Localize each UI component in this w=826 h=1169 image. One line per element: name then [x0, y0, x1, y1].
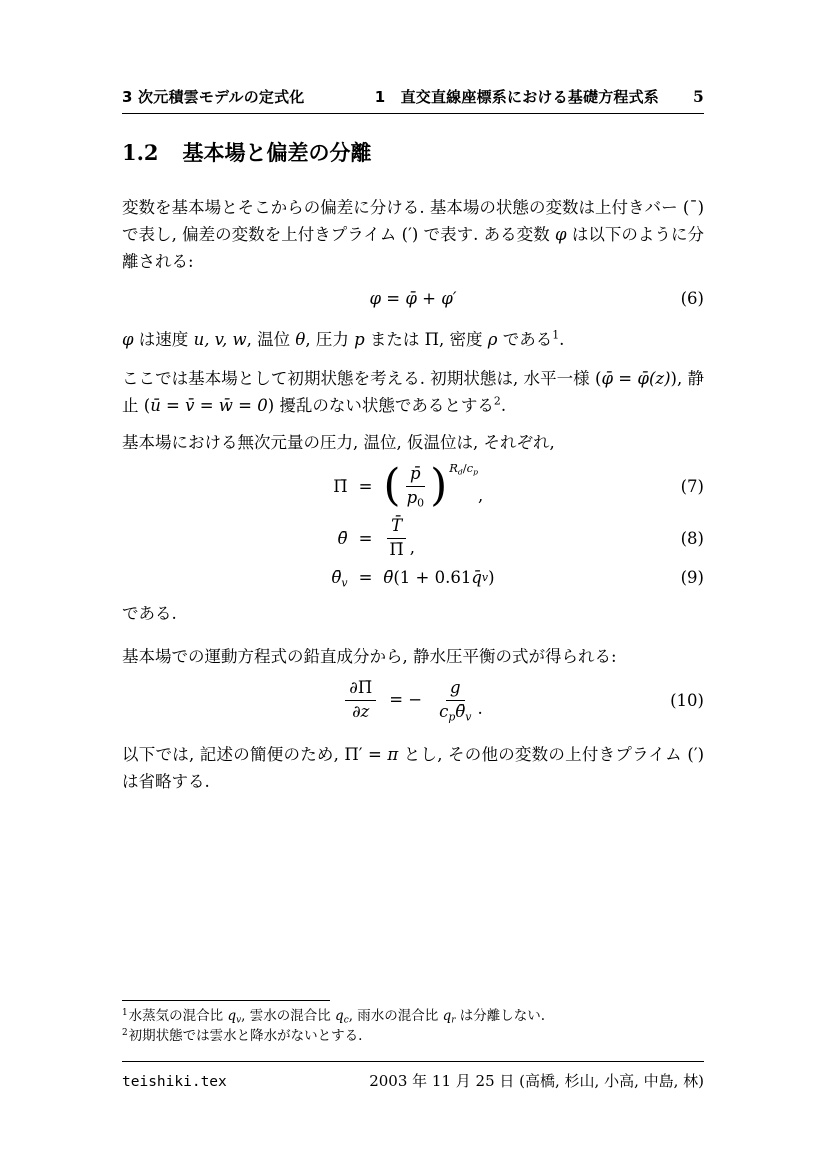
footnote-2	[122, 1026, 704, 1046]
fraction	[435, 678, 475, 723]
equation-8-relation: =	[358, 528, 373, 548]
equation-10-number: (10)	[670, 690, 704, 710]
footnote-2-marker: 2	[122, 1027, 128, 1038]
paragraph-variables: φ は速度 u, v, w, 温位 θ, 圧力 p または Π, 密度 ρ である$^1$.	[122, 328, 565, 349]
right-paren: )	[430, 460, 448, 512]
fraction-denominator: Π̄	[389, 539, 404, 559]
footer-date-authors: 2003 年 11 月 25 日 (高橋, 杉山, 小高, 中島, 林)	[369, 1072, 704, 1090]
footnotes	[122, 1000, 704, 1046]
trailing-comma: ,	[409, 537, 416, 557]
paragraph-hydrostatic: 基本場での運動方程式の鉛直成分から, 静水圧平衡の式が得られる:	[122, 646, 617, 666]
equation-group-7-9	[122, 460, 704, 590]
equation-9-lhs: $\thetā_v$	[331, 567, 348, 590]
fraction-numerator: ∂Π̄	[345, 678, 376, 701]
paragraph-nondimensional: 基本場における無次元量の圧力, 温位, 仮温位は, それぞれ,	[122, 433, 555, 452]
fraction	[385, 516, 407, 561]
equation-10	[122, 678, 704, 723]
document-body	[122, 140, 704, 795]
footnote-1-marker: 1	[122, 1007, 128, 1018]
header-rule	[122, 113, 704, 114]
fraction-denominator: $c_p\thetā_v$	[439, 701, 472, 723]
equation-8-rhs	[383, 516, 415, 561]
fraction	[403, 464, 428, 509]
footnote-1	[122, 1006, 704, 1026]
page-header	[122, 86, 704, 114]
fraction-numerator: T̄	[387, 516, 406, 539]
footnote-2-text: 初期状態では雲水と降水がないとする.	[128, 1028, 363, 1044]
equation-9-rhs: θ̄ (1 + 0.61 q̄ v )	[383, 567, 495, 587]
paragraph-intro: 変数を基本場とそこからの偏差に分ける. 基本場の状態の変数は上付きバー (¯) で表し, 偏差の変数を上付きプライム (′) で表す. ある変数 φ は以下のように分離される:	[122, 198, 704, 271]
paragraph-initial-state: ここでは基本場として初期状態を考える. 初期状態は, 水平一様 (φ̄ = φ̄(z)), 静止 (ū = v̄ = w̄ = 0) 擾乱のない状態であるとする$^2$.	[122, 369, 704, 415]
fraction-numerator: g	[446, 678, 465, 701]
footnote-rule	[122, 1000, 330, 1001]
header-row	[122, 86, 704, 107]
trailing-period: .	[477, 699, 483, 719]
equation-6-number: (6)	[680, 289, 704, 308]
paragraph-notation: 以下では, 記述の簡便のため, Π′ = π とし, その他の変数の上付きプライム (′) は省略する.	[122, 744, 705, 791]
header-page-number: 5	[693, 87, 704, 106]
footer-row	[122, 1070, 704, 1091]
section-number: 1.2	[122, 140, 159, 165]
fraction-denominator: ∂z	[352, 701, 370, 721]
trailing-comma: ,	[477, 485, 484, 505]
left-paren: (	[383, 460, 401, 512]
equation-7-rhs	[383, 460, 484, 512]
footnote-1-text: 水蒸気の混合比 $q_v$, 雲水の混合比 $q_c$, 雨水の混合比 $q_r$ は分離しない.	[128, 1008, 546, 1026]
equation-10-body	[343, 678, 482, 723]
equation-9-relation: =	[358, 567, 373, 587]
footer-rule	[122, 1061, 704, 1062]
equation-9-number: (9)	[680, 567, 704, 587]
fraction-numerator: p̄	[406, 464, 425, 487]
header-section-title: 1 直交直線座標系における基礎方程式系	[374, 88, 659, 106]
exponent: $R_d/c_p$	[449, 461, 478, 477]
equation-8-lhs: θ̄	[337, 528, 348, 548]
equation-8-number: (8)	[680, 528, 704, 548]
section-title: 基本場と偏差の分離	[182, 141, 372, 165]
header-chapter-title: 3 次元積雲モデルの定式化	[122, 88, 305, 106]
paragraph-dearu: である.	[122, 603, 177, 623]
equation-10-relation: = −	[389, 690, 423, 710]
equation-6-body: φ = φ̄ + φ′	[369, 289, 457, 308]
section-heading	[122, 140, 704, 166]
equation-7-number: (7)	[680, 476, 704, 496]
page-footer	[122, 1061, 704, 1091]
equation-7-lhs: Π̄	[333, 476, 348, 496]
equation-7-relation: =	[358, 476, 373, 496]
footer-filename: teishiki.tex	[122, 1074, 227, 1090]
fraction	[345, 678, 376, 723]
fraction-denominator: $p_0$	[406, 487, 425, 510]
equation-6	[122, 285, 704, 312]
